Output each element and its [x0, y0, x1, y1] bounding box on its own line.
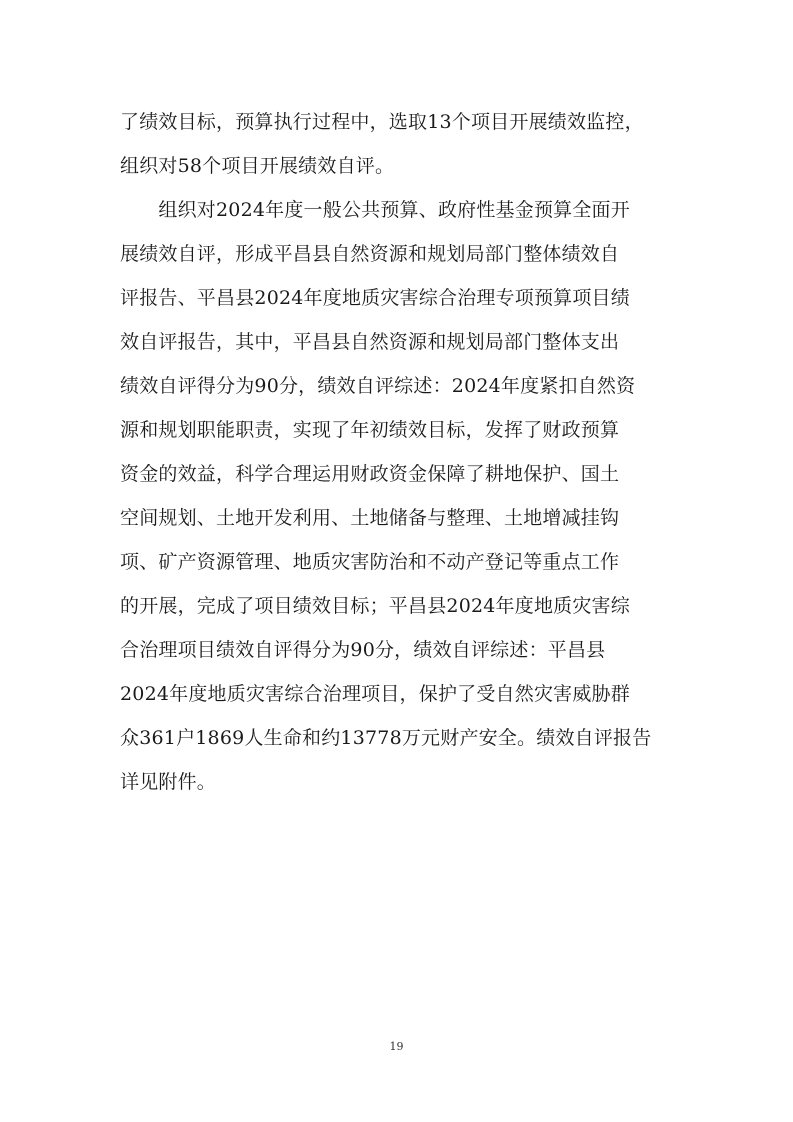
text-line: 空间规划、土地开发利用、土地储备与整理、土地增减挂钩: [120, 507, 620, 529]
text-line: 展绩效自评，形成平昌县自然资源和规划局部门整体绩效自: [120, 243, 620, 265]
text-line: 2024年度地质灾害综合治理项目，保护了受自然灾害威胁群: [120, 683, 630, 705]
text-line: 评报告、平昌县2024年度地质灾害综合治理专项预算项目绩: [120, 287, 630, 309]
text-line: 资金的效益，科学合理运用财政资金保障了耕地保护、国土: [120, 463, 620, 485]
text-line: 众361户1869人生命和约13778万元财产安全。绩效自评报告: [120, 727, 652, 749]
text-line: 了绩效目标，预算执行过程中，选取13个项目开展绩效监控，: [120, 111, 644, 133]
text-line: 详见附件。: [120, 771, 217, 793]
page-number: 19: [389, 1040, 404, 1053]
text-line: 的开展，完成了项目绩效目标；平昌县2024年度地质灾害综: [120, 595, 630, 617]
text-line: 绩效自评得分为90分，绩效自评综述：2024年度紧扣自然资: [120, 375, 636, 397]
text-line: 组织对58个项目开展绩效自评。: [120, 155, 395, 177]
text-line: 源和规划职能职责，实现了年初绩效目标，发挥了财政预算: [120, 419, 620, 441]
text-line: 合治理项目绩效自评得分为90分，绩效自评综述：平昌县: [120, 639, 606, 661]
text-line: 效自评报告，其中，平昌县自然资源和规划局部门整体支出: [120, 331, 620, 353]
text-line: 项、矿产资源管理、地质灾害防治和不动产登记等重点工作: [120, 551, 620, 573]
text-line: 组织对2024年度一般公共预算、政府性基金预算全面开: [120, 199, 630, 221]
